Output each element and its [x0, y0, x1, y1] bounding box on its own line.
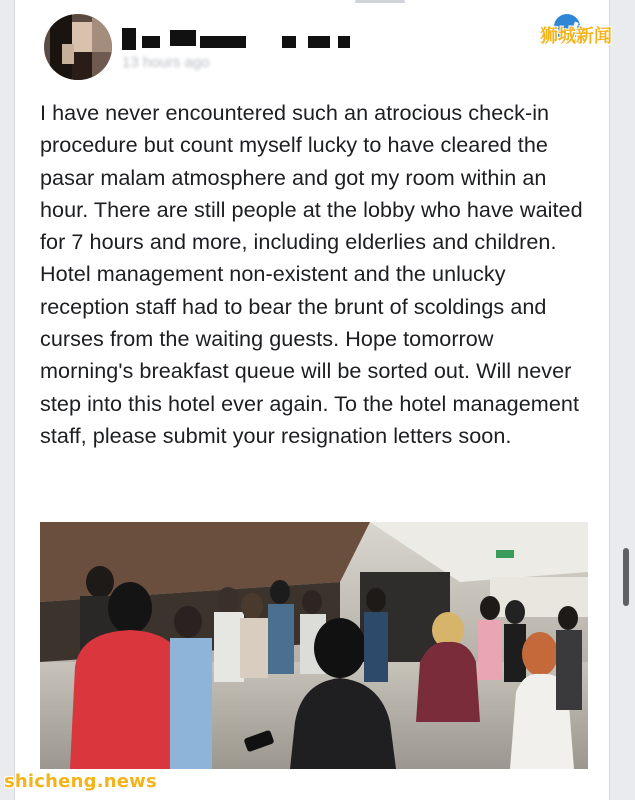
watermark-top — [540, 12, 626, 52]
avatar[interactable] — [44, 14, 112, 80]
crowded-hotel-lobby-photo[interactable] — [40, 522, 588, 769]
watermark-top-text: 狮城新闻 — [540, 26, 612, 47]
top-divider — [355, 0, 405, 3]
post-text: I have never encountered such an atrocious check-in procedure but count myself lucky to have cleared the pasar malam atmosphere and got my room within an hour. There are still people at the lobby who have waited for 7 hours and more, including elderlies and children. Hotel management non-existent and the unlucky reception staff had to bear the brunt of scoldings and curses from the waiting guests. Hope tomorrow morning's breakfast queue will be sorted out. Will never step into this hotel ever again. To the hotel management staff, please submit your resignation letters soon. — [40, 100, 583, 448]
watermark-bottom-text: shicheng.news — [4, 771, 157, 792]
scrollbar-thumb[interactable] — [623, 548, 629, 606]
post-timestamp[interactable]: 13 hours ago — [122, 56, 210, 70]
